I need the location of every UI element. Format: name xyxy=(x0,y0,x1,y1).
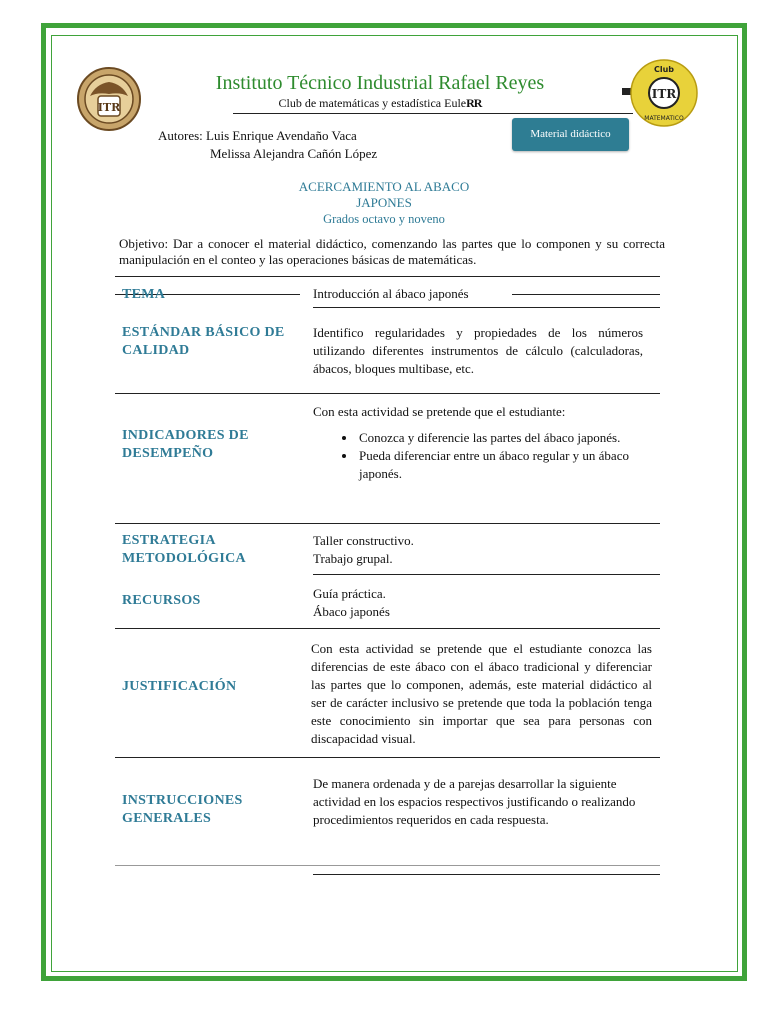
recursos-line-2: Ábaco japonés xyxy=(313,604,390,619)
material-didactico-button[interactable]: Material didáctico xyxy=(512,118,629,151)
author-2: Melissa Alejandra Cañón López xyxy=(210,146,378,161)
svg-text:Club: Club xyxy=(653,65,675,74)
list-item: • Conozca y diferencie las partes del ábaco japonés. xyxy=(357,429,643,447)
label-instrucciones: INSTRUCCIONES GENERALES xyxy=(122,793,243,826)
doc-title-line2: JAPONES xyxy=(356,195,412,210)
institution-seal-icon xyxy=(76,66,142,132)
label-recursos: RECURSOS xyxy=(122,593,201,608)
label-justificacion: JUSTIFICACIÓN xyxy=(122,679,237,694)
value-tema: Introducción al ábaco japonés xyxy=(313,286,469,301)
estrategia-line-2: Trabajo grupal. xyxy=(313,551,393,566)
grades-subtitle: Grados octavo y noveno xyxy=(323,212,445,226)
recursos-line-1: Guía práctica. xyxy=(313,586,386,601)
value-indicadores xyxy=(313,403,643,483)
value-instrucciones: De manera ordenada y de a parejas desarrollar la siguiente actividad en los espacios respectivos justificando o realizando procedimientos requeridos en cada respuesta. xyxy=(313,776,636,827)
club-subtitle: Club de matemáticas y estadística EuleRR xyxy=(278,96,482,110)
document-heading xyxy=(234,179,534,227)
label-estandar: ESTÁNDAR BÁSICO DE CALIDAD xyxy=(122,325,285,358)
value-estandar: Identifico regularidades y propiedades de los números utilizando diferentes instrumentos de cálculo (calculadoras, ábacos, bloques multibase, etc. xyxy=(313,325,643,376)
svg-text:ITR: ITR xyxy=(97,101,121,114)
estrategia-line-1: Taller constructivo. xyxy=(313,533,414,548)
indicadores-list xyxy=(313,429,643,483)
indicadores-intro: Con esta actividad se pretende que el estudiante: xyxy=(313,404,566,419)
header-rule xyxy=(233,113,633,114)
authors-block xyxy=(158,127,377,163)
list-item: • Pueda diferenciar entre un ábaco regular y un ábaco japonés. xyxy=(357,447,643,483)
value-justificacion: Con esta actividad se pretende que el estudiante conozca las diferencias de este ábaco con el ábaco tradicional y diferenciar las partes que lo componen, además, este material didáctico al ser de carácter inclusivo se pretende que toda la población tenga este conocimiento sin importar que sea para personas con discapacidad visual. xyxy=(311,641,652,746)
doc-title-line1: ACERCAMIENTO AL ABACO xyxy=(298,179,470,194)
value-recursos xyxy=(313,585,643,621)
club-seal-icon xyxy=(620,58,702,128)
institution-title: Instituto Técnico Industrial Rafael Reyes xyxy=(215,72,545,94)
label-indicadores: INDICADORES DE DESEMPEÑO xyxy=(122,428,249,461)
svg-text:ITR: ITR xyxy=(651,87,677,101)
value-estrategia xyxy=(313,532,643,568)
svg-text:MATEMATICO: MATEMATICO xyxy=(644,115,684,122)
author-1: Autores: Luis Enrique Avendaño Vaca xyxy=(158,128,357,143)
page-frame-inner xyxy=(51,35,738,972)
label-estrategia: ESTRATEGIA METODOLÓGICA xyxy=(122,533,246,566)
objective-paragraph: Objetivo: Dar a conocer el material didáctico, comenzando las partes que lo componen y su correcta manipulación en el conteo y las operaciones básicas de matemáticas. xyxy=(119,236,665,267)
label-tema: TEMA xyxy=(122,287,166,302)
